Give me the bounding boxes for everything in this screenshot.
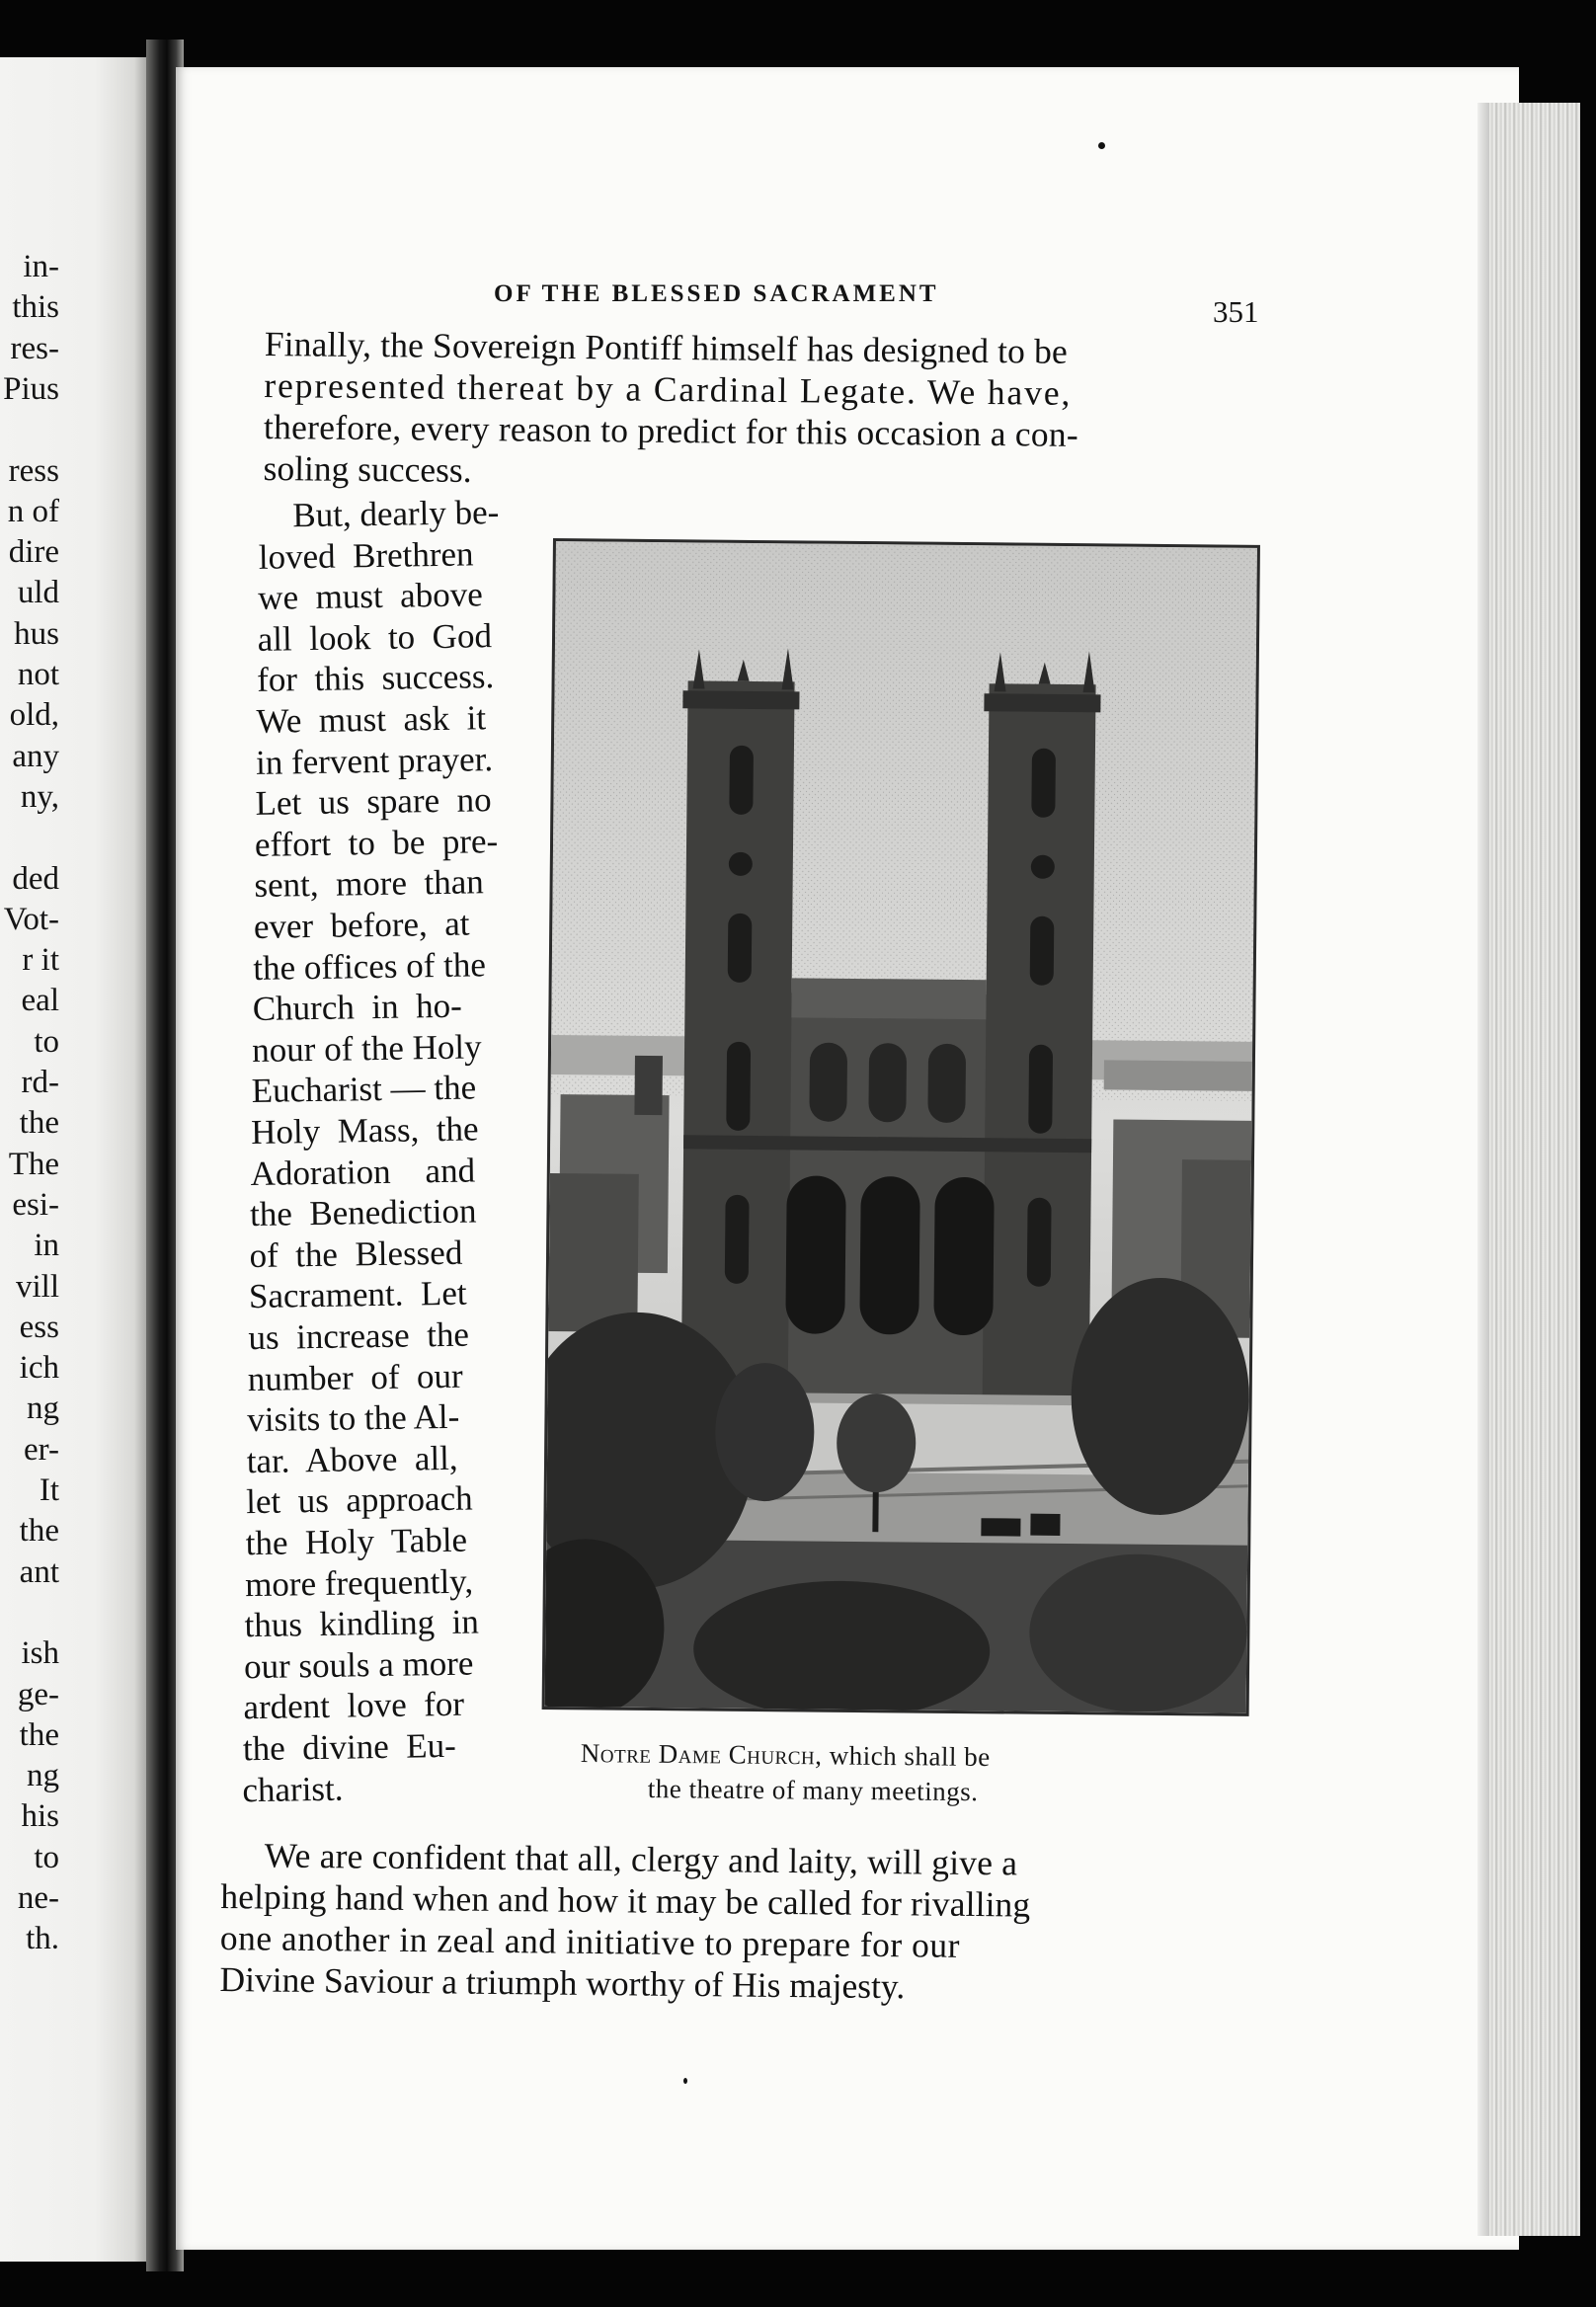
left-page-fragment: uld	[17, 575, 59, 611]
left-page-fragment: in-	[23, 249, 59, 284]
church-illustration	[545, 541, 1257, 1713]
paragraph-line: soling success.	[263, 447, 472, 491]
left-page-fragment: the	[19, 1105, 59, 1142]
column-line: for this success.	[256, 657, 495, 700]
left-page-fragment: Vot-	[3, 901, 59, 937]
left-page-fragment: ess	[19, 1309, 59, 1345]
left-page-fragment: ded	[12, 860, 59, 897]
paragraph-line: one another in zeal and initiative to prepare for our	[219, 1918, 961, 1965]
left-page-fragment: to	[34, 1839, 59, 1875]
left-page-fragment: to	[34, 1023, 59, 1060]
column-line: the Holy Table	[245, 1520, 468, 1563]
column-line: tar. Above all,	[246, 1438, 458, 1480]
paragraph-line: We are confident that all, clergy and laity, will give a	[264, 1835, 1018, 1883]
column-line: us increase the	[248, 1314, 470, 1358]
left-page-fragment: ng	[27, 1391, 59, 1427]
left-page-fragment: res-	[10, 330, 59, 366]
left-page-fragment: ne-	[17, 1880, 59, 1916]
left-page-fragment: th.	[26, 1921, 59, 1957]
left-page-fragment: dire	[8, 534, 59, 571]
left-page-fragment: ge-	[17, 1676, 59, 1712]
page-number: 351	[1213, 294, 1259, 329]
left-page-fragment: old,	[9, 697, 59, 734]
left-page-fragment: ny,	[20, 778, 59, 815]
column-line: Adoration and	[250, 1151, 476, 1193]
column-line: Let us spare no	[255, 780, 492, 824]
left-page-fragment: ng	[27, 1758, 59, 1794]
column-line: But, dearly be-	[292, 492, 500, 535]
column-line: the Benediction	[249, 1191, 477, 1234]
photo-caption-line-1	[581, 1738, 991, 1773]
column-line: of the Blessed	[249, 1233, 463, 1275]
column-line: nour of the Holy	[251, 1027, 482, 1070]
column-line: loved Brethren	[258, 533, 474, 577]
column-line: thus kindling in	[244, 1602, 480, 1645]
column-line: Church in ho-	[252, 986, 462, 1029]
left-page-fragment: eal	[21, 983, 59, 1019]
left-page-fragment: r it	[22, 942, 59, 979]
column-line: the divine Eu-	[242, 1725, 457, 1769]
page-fore-edge	[1489, 103, 1580, 2236]
left-page-fragment: rd-	[21, 1065, 59, 1100]
column-line: ardent love for	[243, 1685, 465, 1727]
left-page-fragment: hus	[14, 615, 59, 652]
running-head: OF THE BLESSED SACRAMENT	[494, 280, 939, 307]
column-line: Eucharist — the	[251, 1068, 477, 1111]
left-page-fragment: esi-	[12, 1186, 59, 1223]
column-line: Holy Mass, the	[250, 1109, 479, 1153]
caption-text: which shall be	[822, 1740, 991, 1772]
column-line: we must above	[257, 575, 483, 618]
column-line: our souls a more	[243, 1643, 474, 1686]
photo-caption-line-2: the theatre of many meetings.	[647, 1774, 979, 1807]
left-page-fragment: the	[19, 1716, 59, 1753]
left-page-fragment: ich	[19, 1350, 59, 1387]
left-page-fragment: ish	[21, 1635, 59, 1672]
column-line: We must ask it	[256, 698, 487, 741]
left-page-fragment: his	[21, 1798, 59, 1835]
paragraph-line: Finally, the Sovereign Pontiff himself has designed to be	[264, 324, 1069, 371]
column-line: ever before, at	[253, 904, 470, 946]
scan-speck	[1098, 142, 1105, 149]
column-line: in fervent prayer.	[255, 739, 494, 782]
column-line: visits to the Al-	[247, 1396, 460, 1440]
left-page-fragment: this	[12, 289, 59, 326]
left-page-fragment: Pius	[3, 370, 59, 407]
paragraph-line: Divine Saviour a triumph worthy of His majesty.	[219, 1959, 906, 2007]
left-page-fragment: the	[19, 1513, 59, 1550]
left-page-fragment: any	[12, 738, 59, 774]
left-page-fragment: er-	[24, 1431, 59, 1468]
column-line: effort to be pre-	[254, 821, 499, 864]
paragraph-line: therefore, every reason to predict for this occasion a con-	[263, 406, 1079, 454]
left-page-fragment: The	[8, 1146, 59, 1182]
left-page-fragment: ress	[8, 452, 59, 489]
column-line: more frequently,	[244, 1561, 474, 1604]
photo-notre-dame-church	[542, 538, 1260, 1716]
left-facing-page	[0, 57, 158, 2262]
column-line: charist.	[242, 1769, 344, 1809]
left-page-fragment: ant	[19, 1553, 59, 1590]
column-line: sent, more than	[254, 862, 485, 906]
column-line: let us approach	[245, 1478, 473, 1522]
left-page-fragment: in	[34, 1228, 59, 1264]
column-line: Sacrament. Let	[248, 1273, 467, 1316]
scan-speck	[683, 2078, 687, 2084]
left-page-fragment: It	[39, 1472, 59, 1508]
column-line: all look to God	[257, 615, 493, 659]
column-line: number of our	[247, 1356, 463, 1398]
left-page-fragment: vill	[15, 1268, 59, 1305]
column-line: the offices of the	[253, 944, 487, 988]
paragraph-line: represented thereat by a Cardinal Legate. We have,	[264, 364, 1073, 413]
left-page-fragment: n of	[7, 493, 59, 529]
paragraph-line: helping hand when and how it may be called for rivalling	[220, 1876, 1031, 1925]
caption-title: Notre Dame Church,	[580, 1738, 823, 1771]
left-page-fragment: not	[17, 657, 59, 692]
